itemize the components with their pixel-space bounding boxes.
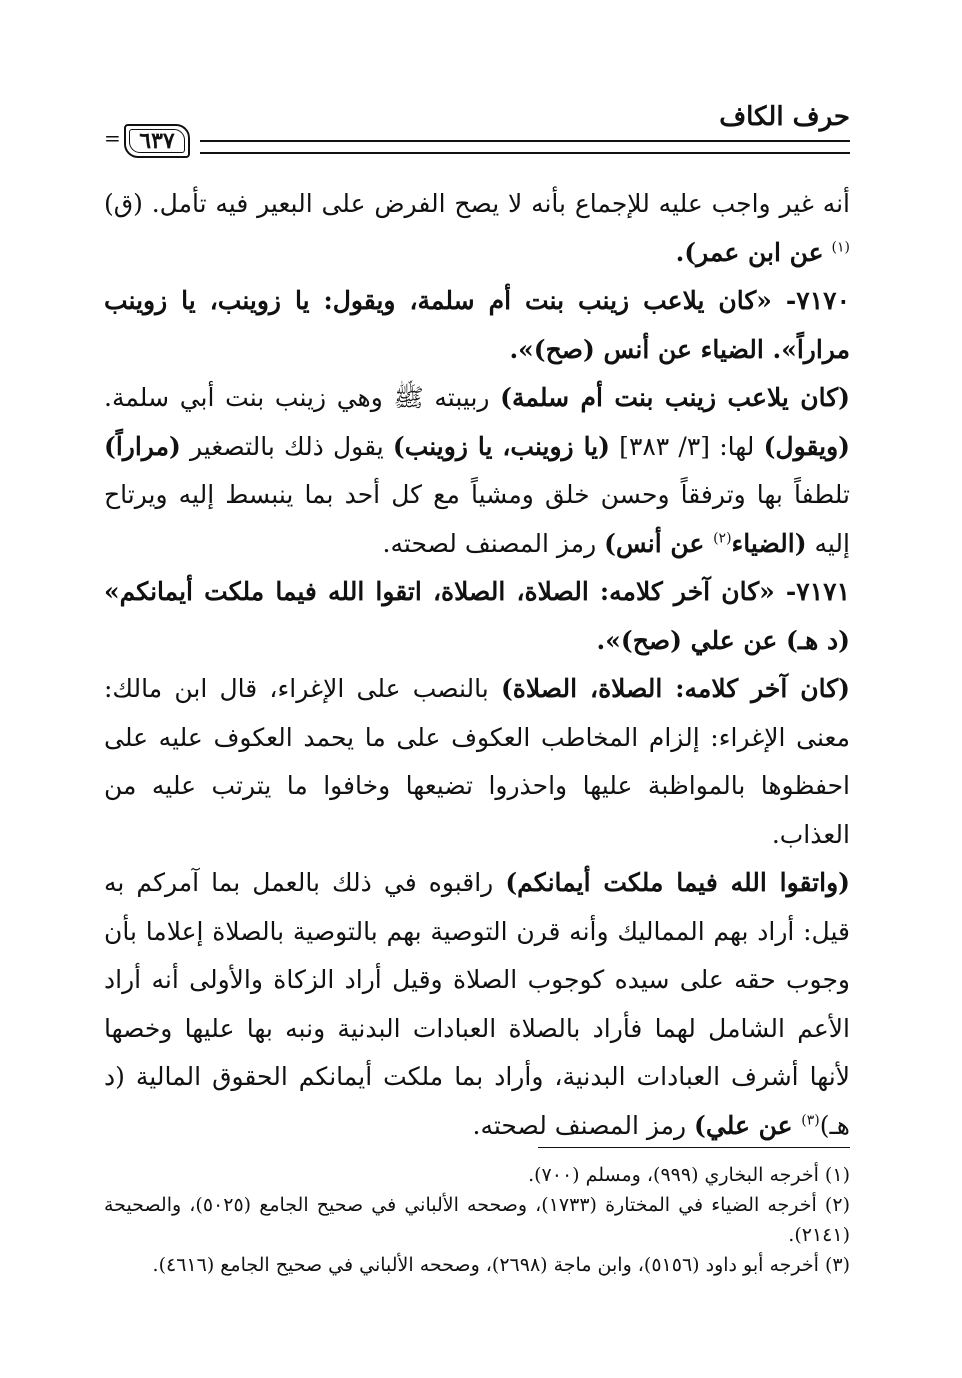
continuation-source: عن ابن عمر). xyxy=(675,237,824,267)
c1-b2: (ويقول) xyxy=(763,431,851,461)
main-text xyxy=(104,180,850,1150)
footnote-separator xyxy=(538,1147,850,1148)
page-number: ٦٣٧ xyxy=(139,128,175,154)
chapter-title: حرف الكاف xyxy=(719,102,850,132)
c1-t5: رمز المصنف لصحته. xyxy=(382,528,605,558)
continuation-text: أنه غير واجب عليه للإجماع بأنه لا يصح الفرض على البعير فيه تأمل. (ق) xyxy=(104,189,850,218)
c2-b1: (كان آخر كلامه: الصلاة، الصلاة) xyxy=(500,674,850,703)
c3-t1: راقبوه في ذلك بالعمل بما آمركم به قيل: أراد بهم المماليك وأنه قرن التوصية بهم بالتوصية بالصلاة إعلاما بأن وجوب حقه على سيده كوجوب الصلاة وقيل أراد الزكاة والأولى أنه أراد الأعم الشامل لهما فأراد بالصلاة العبادات البدنية ونبه بها عليها وخصها لأنها أشرف العبادات البدنية، وأراد بما ملكت أيمانكم الحقوق المالية (د هـ) xyxy=(104,868,850,1140)
commentary-7171-b xyxy=(104,859,850,1150)
commentary-7170 xyxy=(104,374,850,568)
c3-t2: رمز المصنف لصحته. xyxy=(472,1110,695,1140)
continuation-paragraph xyxy=(104,180,850,277)
header-eq-mark: = xyxy=(104,126,121,150)
footnote-1: (١) أخرجه البخاري (٩٩٩)، ومسلم (٧٠٠). xyxy=(528,1164,850,1186)
commentary-7171-a xyxy=(104,665,850,859)
c1-b6: عن أنس) xyxy=(604,528,714,558)
c3-b2: عن علي) xyxy=(694,1110,802,1140)
footnote-ref-1: (١) xyxy=(831,239,850,256)
header-double-rule xyxy=(200,140,850,154)
page-header xyxy=(104,96,850,156)
c1-b5: (الضياء xyxy=(731,528,807,558)
hadith-7170: ٧١٧٠- «كان يلاعب زينب بنت أم سلمة، ويقول: يا زوينب، يا زوينب مراراً». الضياء عن أنس (صح)». xyxy=(104,286,850,364)
c3-b1: (واتقوا الله فيما ملكت أيمانكم) xyxy=(505,868,850,897)
footnote-3: (٣) أخرجه أبو داود (٥١٥٦)، وابن ماجة (٢٦٩٨)، وصححه الألباني في صحيح الجامع (٤٦١٦). xyxy=(152,1254,850,1276)
footnote-ref-3: (٣) xyxy=(801,1112,820,1129)
c1-b4: (مراراً) xyxy=(104,431,181,461)
hadith-7171: ٧١٧١- «كان آخر كلامه: الصلاة، الصلاة، اتقوا الله فيما ملكت أيمانكم» (د هـ) عن علي (صح)». xyxy=(104,577,850,655)
c2-t1: بالنصب على الإغراء، قال ابن مالك: معنى الإغراء: إلزام المخاطب العكوف على ما يحمد العكوف عليه على احفظوها بالمواظبة عليها واحذروا تضيعها وخافوا ما يترتب عليه من العذاب. xyxy=(104,674,850,849)
c1-b3: (يا زوينب، يا زوينب) xyxy=(392,431,610,461)
c1-t1: ربيبته ﷺ وهي زينب بنت أبي سلمة. xyxy=(104,383,501,412)
footnotes xyxy=(104,1160,850,1280)
c1-t4: تلطفاً بها وترفقاً وحسن خلق ومشياً مع كل أحد بما ينبسط إليه ويرتاح إليه xyxy=(104,480,850,558)
footnote-2: (٢) أخرجه الضياء في المختارة (١٧٣٣)، وصححه الألباني في صحيح الجامع (٥٠٢٥)، والصحيحة (٢١٤١). xyxy=(104,1194,850,1246)
footnote-ref-2: (٢) xyxy=(713,530,732,547)
c1-t2: لها: [٣/ ٣٨٣] xyxy=(609,431,764,461)
page-number-frame xyxy=(124,124,190,158)
c1-b1: (كان يلاعب زينب بنت أم سلمة) xyxy=(500,383,850,412)
c1-t3: يقول ذلك بالتصغير xyxy=(180,431,393,461)
